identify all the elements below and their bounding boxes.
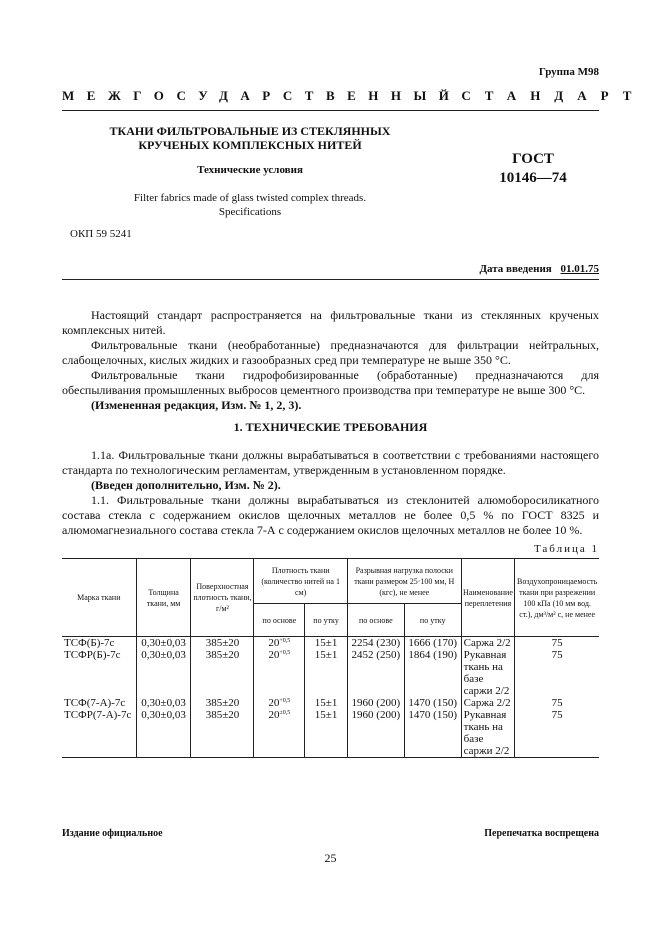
cell-tensile-weft: 1470 (150) — [404, 709, 461, 758]
cell-warp — [254, 637, 305, 650]
page-number: 25 — [324, 851, 337, 865]
table-row — [62, 709, 599, 758]
intro-amendment-note: (Измененная редакция, Изм. № 1, 2, 3). — [91, 398, 302, 412]
header-surface-density: Поверхностная плотность ткани, г/м² — [191, 559, 254, 637]
table-row — [62, 697, 599, 709]
cell-surface: 385±20 — [191, 637, 254, 650]
effective-date — [479, 263, 599, 275]
cell-thickness: 0,30±0,03 — [136, 697, 191, 709]
group-label: Группа М98 — [538, 66, 599, 78]
warp-value: 20 — [268, 709, 280, 721]
cell-surface: 385±20 — [191, 697, 254, 709]
cell-warp — [254, 697, 305, 709]
table-1 — [62, 558, 599, 758]
header-thread-density: Плотность ткани (количество нитей на 1 см) — [254, 559, 347, 604]
header-tensile-warp: по основе — [347, 604, 404, 637]
date-label: Дата введения — [479, 263, 552, 275]
cell-brand: ТСФР(7-А)-7с — [62, 709, 136, 758]
document-subtitle: Технические условия — [197, 164, 303, 176]
cell-tensile-warp: 2452 (250) — [347, 649, 404, 697]
english-title — [70, 191, 430, 219]
header-air-permeability: Воздухопроницаемость ткани при разрежении 100 кПа (10 мм вод. ст.), дм³/м² с, не менее — [515, 559, 599, 637]
header-warp: по основе — [254, 604, 305, 637]
standard-banner — [62, 88, 646, 104]
cell-air: 75 — [515, 697, 599, 709]
cell-tensile-weft: 1864 (190) — [404, 649, 461, 697]
title-line-2: КРУЧЕНЫХ КОМПЛЕКСНЫХ НИТЕЙ — [138, 138, 362, 152]
warp-tolerance: ±0,5 — [279, 710, 291, 716]
header-weft: по утку — [305, 604, 348, 637]
warp-value: 20 — [268, 649, 280, 661]
cell-weft: 15±1 — [305, 697, 348, 709]
header-brand: Марка ткани — [62, 559, 136, 637]
warp-tolerance: +0,5 — [279, 638, 291, 644]
cell-thickness: 0,30±0,03 — [136, 709, 191, 758]
intro-text — [62, 308, 599, 413]
clause-1-1: 1.1. Фильтровальные ткани должны вырабатываться из стеклонитей алюмоборосиликатного состава стекла с содержанием окислов щелочных металлов не более 0,5 % по ГОСТ 8325 и алюмомагнезиального состава стекла 7-А с содержанием окислов щелочных металлов не более 10 %. — [62, 493, 599, 537]
intro-paragraph-2: Фильтровальные ткани (необработанные) предназначаются для фильтрации нейтральных, слабощелочных, кислых жидких и газообразных сред при температуре не выше 350 °С. — [62, 338, 599, 367]
cell-tensile-warp: 2254 (230) — [347, 637, 404, 650]
cell-thickness: 0,30±0,03 — [136, 637, 191, 650]
footer-official-edition: Издание официальное — [62, 828, 163, 839]
clause-1-1a-note: (Введен дополнительно, Изм. № 2). — [91, 478, 281, 492]
cell-air: 75 — [515, 637, 599, 650]
header-thickness: Толщина ткани, мм — [136, 559, 191, 637]
warp-value: 20 — [268, 697, 280, 709]
cell-tensile-weft: 1470 (150) — [404, 697, 461, 709]
cell-air: 75 — [515, 709, 599, 758]
header-tensile-weft: по утку — [404, 604, 461, 637]
cell-warp — [254, 709, 305, 758]
okp-code: ОКП 59 5241 — [70, 228, 132, 240]
cell-weave: Саржа 2/2 — [461, 637, 515, 650]
gost-number: 10146—74 — [499, 170, 567, 186]
cell-weft: 15±1 — [305, 649, 348, 697]
cell-surface: 385±20 — [191, 709, 254, 758]
warp-value: 20 — [268, 637, 280, 649]
english-title-line-2: Specifications — [218, 206, 282, 218]
banner-left: МЕЖГОСУДАРСТВЕННЫЙ — [62, 88, 462, 103]
english-title-line-1: Filter fabrics made of glass twisted complex threads. — [133, 192, 367, 204]
cell-warp — [254, 649, 305, 697]
clause-1-1a: 1.1а. Фильтровальные ткани должны вырабатываться в соответствии с требованиями настоящего стандарта по технологическим регламентам, утвержденным в установленном порядке. — [62, 448, 599, 477]
footer-reprint-notice: Перепечатка воспрещена — [484, 828, 599, 839]
cell-air: 75 — [515, 649, 599, 697]
cell-thickness: 0,30±0,03 — [136, 649, 191, 697]
date-value: 01.01.75 — [560, 263, 599, 275]
intro-paragraph-3: Фильтровальные ткани гидрофобизированные (обработанные) предназначаются для обеспыливания промышленных выбросов цементного производства при температуре не выше 300 °С. — [62, 368, 599, 397]
cell-brand: ТСФ(7-А)-7с — [62, 697, 136, 709]
table-row — [62, 637, 599, 650]
title-line-1: ТКАНИ ФИЛЬТРОВАЛЬНЫЕ ИЗ СТЕКЛЯННЫХ — [109, 124, 391, 138]
cell-tensile-weft: 1666 (170) — [404, 637, 461, 650]
warp-tolerance: +0,5 — [279, 698, 291, 704]
table-row — [62, 649, 599, 697]
cell-weave: Саржа 2/2 — [461, 697, 515, 709]
cell-tensile-warp: 1960 (200) — [347, 697, 404, 709]
cell-weft: 15±1 — [305, 709, 348, 758]
section-heading: 1. ТЕХНИЧЕСКИЕ ТРЕБОВАНИЯ — [233, 420, 428, 434]
warp-tolerance: +0,5 — [279, 650, 291, 656]
gost-label: ГОСТ — [512, 151, 554, 167]
header-weave: Наименование переплетения — [461, 559, 515, 637]
table-caption: Таблица 1 — [533, 543, 599, 555]
cell-brand: ТСФ(Б)-7с — [62, 637, 136, 650]
date-rule — [62, 279, 599, 280]
cell-weft: 15±1 — [305, 637, 348, 650]
intro-paragraph-1: Настоящий стандарт распространяется на фильтровальные ткани из стеклянных крученых комплексных нитей. — [62, 308, 599, 337]
header-rule — [62, 110, 599, 111]
banner-right: СТАНДАРТ — [461, 88, 646, 103]
cell-brand: ТСФР(Б)-7с — [62, 649, 136, 697]
section-text — [62, 448, 599, 538]
gost-designation — [488, 150, 578, 188]
header-tensile: Разрывная нагрузка полоски ткани размером 25·100 мм, Н (кгс), не менее — [347, 559, 461, 604]
document-title — [70, 124, 430, 152]
cell-weave: Рукавная ткань на базе саржи 2/2 — [461, 709, 515, 758]
cell-surface: 385±20 — [191, 649, 254, 697]
cell-tensile-warp: 1960 (200) — [347, 709, 404, 758]
cell-weave: Рукавная ткань на базе саржи 2/2 — [461, 649, 515, 697]
